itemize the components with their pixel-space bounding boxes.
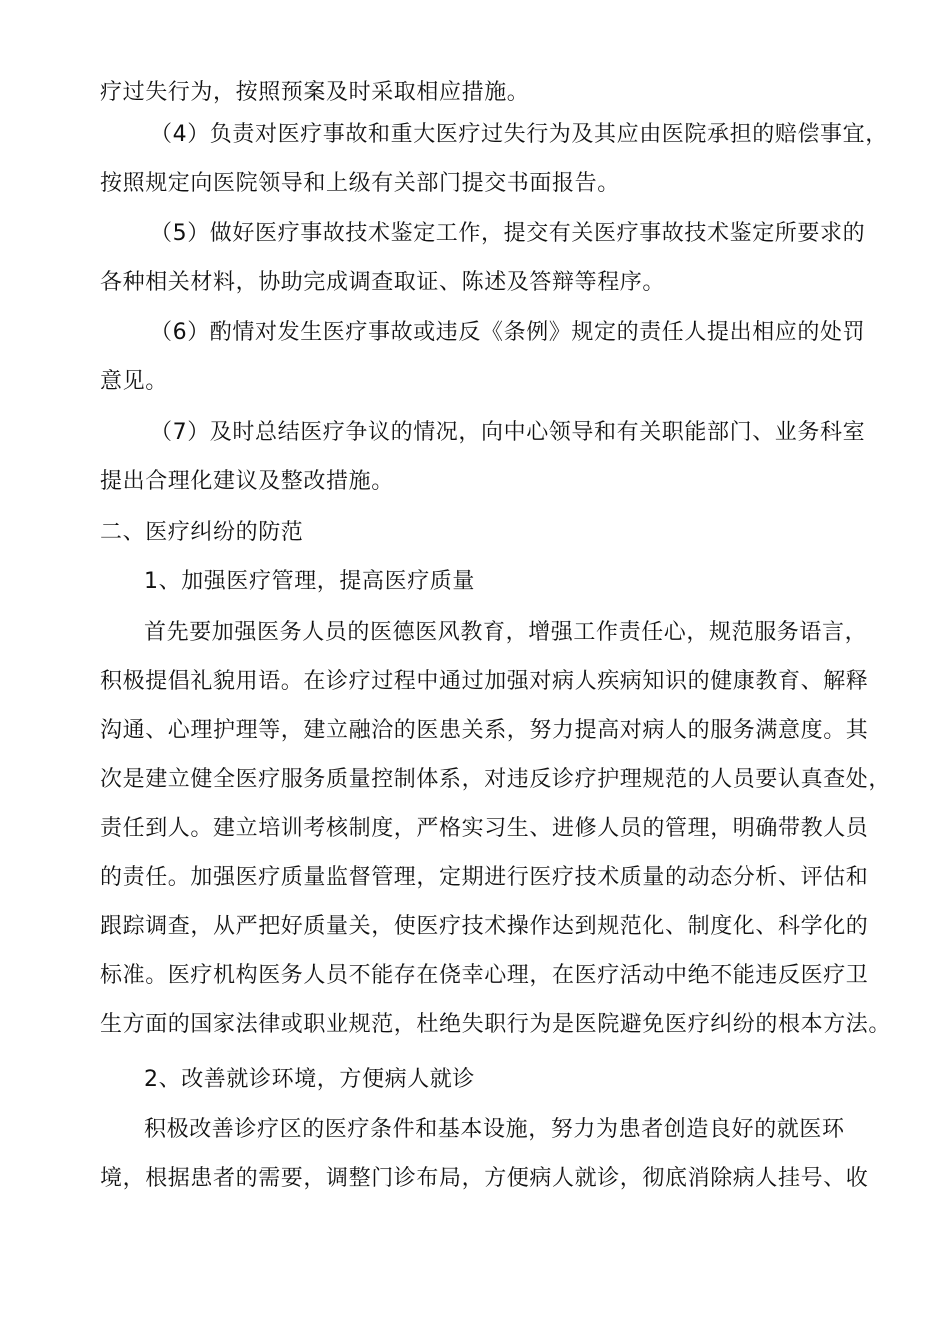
text-line: 次是建立健全医疗服务质量控制体系，对违反诊疗护理规范的人员要认真查处，	[100, 767, 892, 792]
text-line: 按照规定向医院领导和上级有关部门提交书面报告。	[100, 171, 620, 196]
paragraph-sub-1-body	[100, 608, 892, 1049]
text-line: 标准。医疗机构医务人员不能存在侥幸心理，在医疗活动中绝不能违反医疗卫	[100, 963, 869, 988]
text-line: 提出合理化建议及整改措施。	[100, 469, 394, 494]
text-line: 积极改善诊疗区的医疗条件和基本设施，努力为患者创造良好的就医环	[144, 1117, 845, 1142]
subsection-heading-1	[100, 557, 870, 606]
text-line: 积极提倡礼貌用语。在诊疗过程中通过加强对病人疾病知识的健康教育、解释	[100, 669, 869, 694]
text-line: （6）酌情对发生医疗事故或违反《条例》规定的责任人提出相应的处罚	[150, 320, 866, 345]
text-line: 境，根据患者的需要，调整门诊布局，方便病人就诊，彻底消除病人挂号、收	[100, 1166, 869, 1191]
paragraph-item-5	[100, 209, 870, 307]
text-line: 的责任。加强医疗质量监督管理，定期进行医疗技术质量的动态分析、评估和	[100, 865, 869, 890]
text-line: （4）负责对医疗事故和重大医疗过失行为及其应由医院承担的赔偿事宜，	[150, 122, 888, 147]
text-line: 跟踪调查，从严把好质量关，使医疗技术操作达到规范化、制度化、科学化的	[100, 914, 869, 939]
text-line: 生方面的国家法律或职业规范，杜绝失职行为是医院避免医疗纠纷的根本方法。	[100, 1012, 892, 1037]
subsection-heading-2	[100, 1055, 870, 1104]
paragraph-item-4	[100, 110, 888, 208]
heading-text: 2、改善就诊环境，方便病人就诊	[144, 1067, 475, 1092]
paragraph-sub-2-body	[100, 1105, 870, 1203]
text-line: 首先要加强医务人员的医德医风教育，增强工作责任心，规范服务语言，	[144, 620, 868, 645]
text-line: （7）及时总结医疗争议的情况，向中心领导和有关职能部门、业务科室	[150, 420, 866, 445]
heading-text: 1、加强医疗管理，提高医疗质量	[144, 569, 475, 594]
section-heading-2	[100, 508, 870, 557]
text-line: 意见。	[100, 369, 168, 394]
text-line: 各种相关材料，协助完成调查取证、陈述及答辩等程序。	[100, 270, 666, 295]
text-line: 沟通、心理护理等，建立融洽的医患关系，努力提高对病人的服务满意度。其	[100, 718, 869, 743]
paragraph-item-7	[100, 408, 870, 506]
text-line: 疗过失行为，按照预案及时采取相应措施。	[100, 80, 530, 105]
heading-text: 二、医疗纠纷的防范	[100, 520, 304, 545]
text-line: （5）做好医疗事故技术鉴定工作，提交有关医疗事故技术鉴定所要求的	[150, 221, 866, 246]
text-line: 责任到人。建立培训考核制度，严格实习生、进修人员的管理，明确带教人员	[100, 816, 869, 841]
paragraph-item-6	[100, 308, 870, 406]
